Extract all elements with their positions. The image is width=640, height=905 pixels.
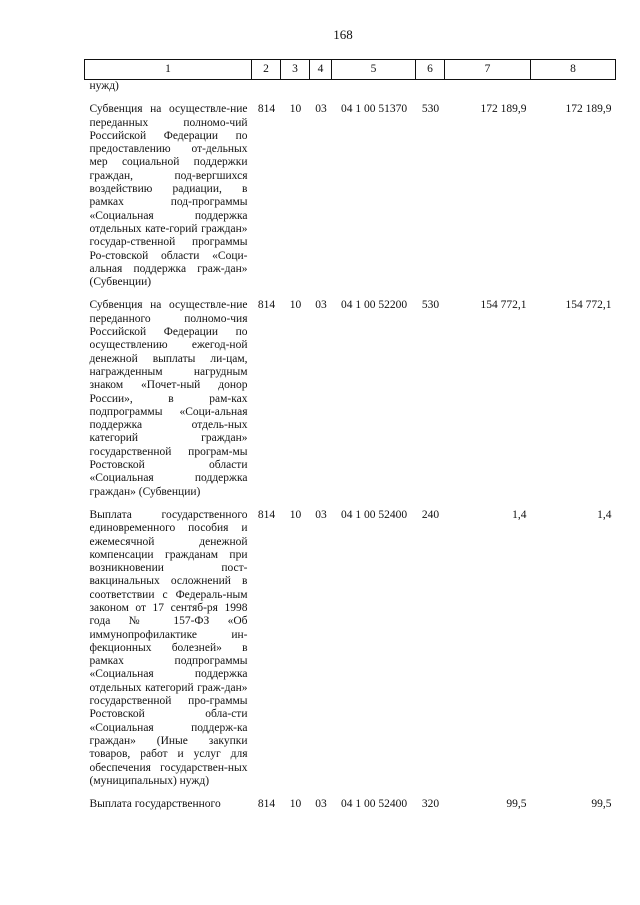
row-expense-type: 530 [421, 299, 440, 312]
column-number-header [85, 60, 616, 80]
row-amount-2: 172 189,9 [565, 103, 612, 116]
row-expense-type: 240 [421, 508, 440, 521]
row-amount-2: 1,4 [597, 508, 612, 521]
column-header-2: 2 [252, 60, 281, 80]
column-header-5: 5 [332, 60, 416, 80]
row-section-code: 10 [289, 798, 302, 811]
row-target-code: 04 1 00 51370 [340, 103, 408, 116]
row-name: Выплата государственного единовременного пособия и ежемесячной денежной компенсации гражданам при возникновении пост-вакцинальных осложнений в соответствии с Федераль-ным законом от 17 сентяб-ря 1998 года № 157-ФЗ «Об иммунопрофилактике ин-фекционных болезней» в рамках подпрограммы «Социальная поддержка отдельных категорий граж-дан» государственной про-граммы Ростовской обла-сти «Социальная поддерж-ка граждан» (Иные закупки товаров, работ и услуг для обеспечения государствен-ных (муниципальных) нужд) [89, 508, 248, 787]
row-section-code: 10 [289, 299, 302, 312]
budget-table [84, 59, 616, 811]
column-header-6: 6 [416, 60, 445, 80]
row-target-code: 04 1 00 52400 [340, 508, 408, 521]
page-number: 168 [333, 27, 353, 42]
row-name: Выплата государственного [89, 798, 221, 811]
row-target-code: 04 1 00 52200 [340, 299, 408, 312]
row-subsection-code: 03 [315, 798, 327, 811]
row-amount-1: 99,5 [506, 798, 527, 811]
column-header-8: 8 [531, 60, 616, 80]
row-section-code: 10 [289, 103, 302, 116]
row-expense-type: 530 [421, 103, 440, 116]
column-header-7: 7 [445, 60, 531, 80]
row-name: Субвенция на осуществле-ние переданного полномо-чия Российской Федерации по осуществлению ежегод-ной денежной выплаты ли-цам, награжденным нагрудным знаком «Почет-ный донор России», в рам-ках подпрограммы «Соци-альная поддержка отдель-ных категорий граждан» государственной програм-мы Ростовской области «Социальная поддержка граждан» (Субвенции) [89, 299, 248, 498]
table-row [85, 299, 616, 498]
row-amount-1: 1,4 [512, 508, 527, 521]
row-amount-1: 154 772,1 [480, 299, 527, 312]
continuation-row [85, 80, 616, 94]
row-expense-type: 320 [421, 798, 440, 811]
table-row [85, 509, 616, 788]
row-amount-1: 172 189,9 [480, 103, 527, 116]
table-row [85, 798, 616, 811]
row-ministry-code: 814 [257, 299, 276, 312]
row-subsection-code: 03 [315, 103, 327, 116]
row-ministry-code: 814 [257, 798, 276, 811]
row-target-code: 04 1 00 52400 [340, 798, 408, 811]
table-row [85, 103, 616, 289]
row-amount-2: 99,5 [591, 798, 612, 811]
row-amount-2: 154 772,1 [565, 299, 612, 312]
row-ministry-code: 814 [257, 103, 276, 116]
row-ministry-code: 814 [257, 508, 276, 521]
row-name: Субвенция на осуществле-ние переданных полномо-чий Российской Федерации по предоставлению от-дельных мер социальной поддержки граждан, под-вергшихся воздействию радиации, в рамках под-программы «Социальная поддержка отдельных кате-горий граждан» государ-ственной программы Ро-стовской области «Соци-альная поддержка граж-дан» (Субвенции) [89, 103, 248, 289]
column-header-1: 1 [85, 60, 252, 80]
row-section-code: 10 [289, 508, 302, 521]
row-subsection-code: 03 [315, 299, 327, 312]
column-header-3: 3 [281, 60, 310, 80]
row-subsection-code: 03 [315, 508, 327, 521]
continuation-text: нужд) [89, 80, 119, 92]
column-header-4: 4 [310, 60, 332, 80]
